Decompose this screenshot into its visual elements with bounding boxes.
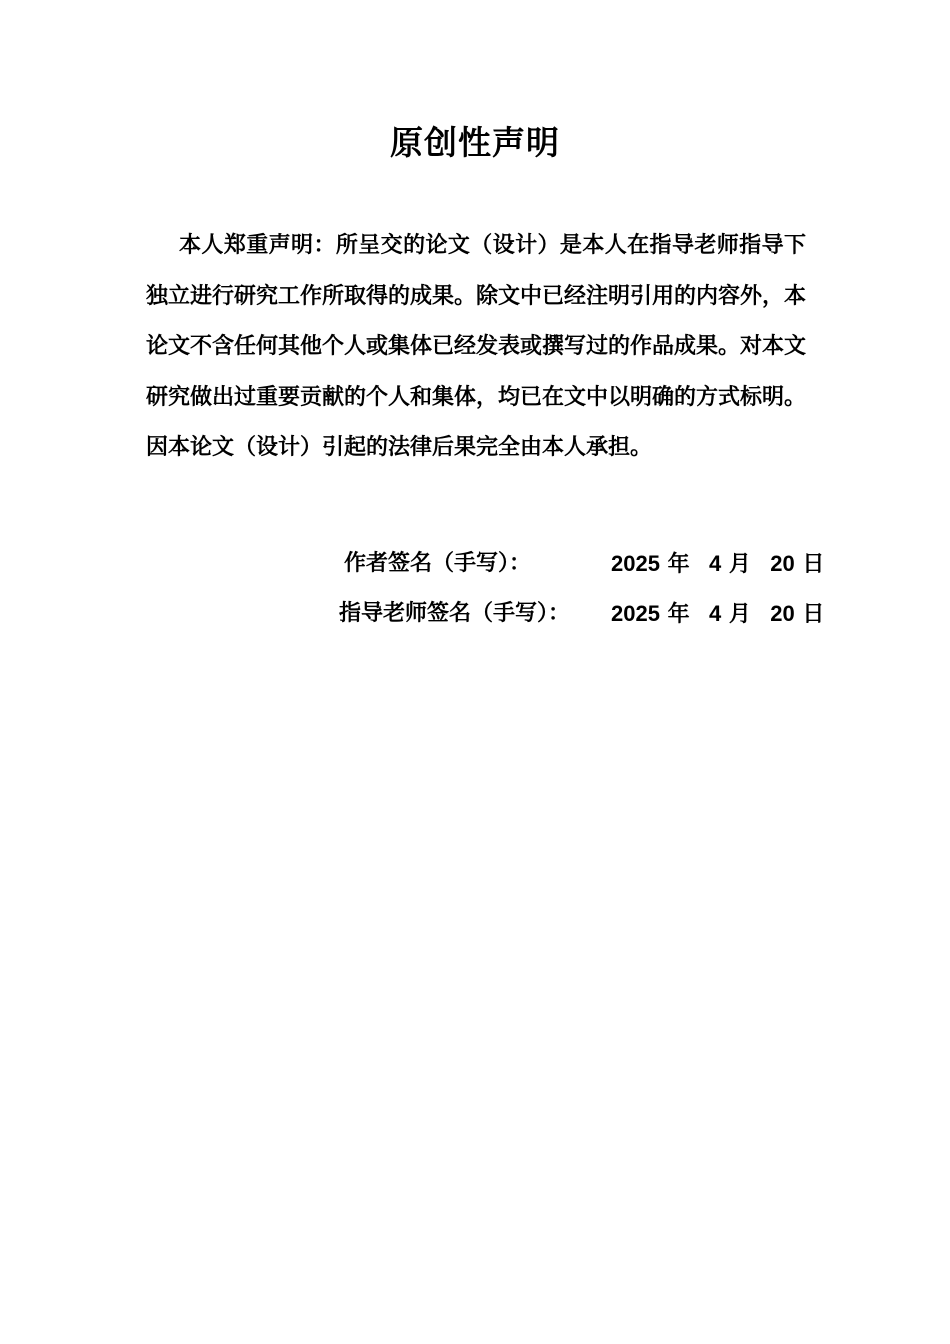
author-date-year: 2025 [611, 551, 660, 576]
author-date-month-unit: 月 [728, 552, 751, 577]
advisor-signature-row [0, 594, 950, 634]
page-title: 原创性声明 [390, 123, 560, 162]
statement-paragraph: 本人郑重声明：所呈交的论文（设计）是本人在指导老师指导下独立进行研究工作所取得的成果。除文中已经注明引用的内容外，本论文不含任何其他个人或集体已经发表或撰写过的作品成果。对本文研究做出过重要贡献的个人和集体，均已在文中以明确的方式标明。因本论文（设计）引起的法律后果完全由本人承担。 [146, 233, 807, 460]
advisor-date-day-unit: 日 [802, 602, 825, 627]
advisor-date-month: 4 [708, 601, 722, 626]
author-date-day-unit: 日 [802, 552, 825, 577]
advisor-date-day: 20 [770, 601, 795, 626]
advisor-date-month-unit: 月 [728, 602, 751, 627]
advisor-date-year-unit: 年 [667, 602, 690, 627]
author-date-month: 4 [708, 551, 722, 576]
author-signature-row [0, 544, 950, 584]
author-signature-date [611, 544, 824, 585]
author-date-day: 20 [770, 551, 795, 576]
advisor-signature-label: 指导老师签名（手写）： [338, 601, 570, 626]
author-date-year-unit: 年 [667, 552, 690, 577]
advisor-date-year: 2025 [611, 601, 660, 626]
advisor-signature-date [611, 594, 824, 635]
author-signature-label: 作者签名（手写）： [343, 551, 531, 576]
